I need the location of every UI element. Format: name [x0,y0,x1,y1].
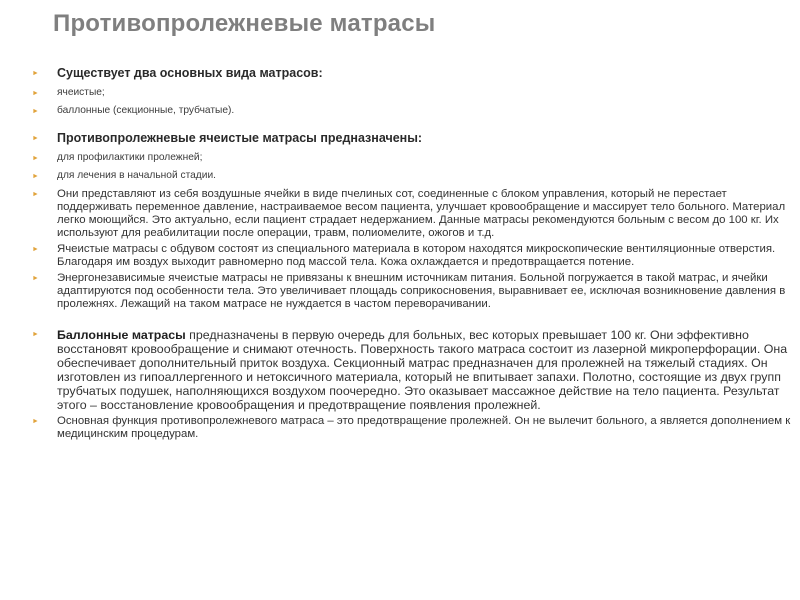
bullet-text: баллонные (секционные, трубчатые). [57,105,235,116]
bullet-text: Ячеистые матрасы с обдувом состоят из специального материала в котором находятся микроскопические вентиляционные отверстия. Благодаря им воздух выходит равномерно под массой тела. Кожа охлаждается и предотвращается потение. [57,243,776,268]
bullet-item [32,152,792,164]
bullet-text: для профилактики пролежней; [57,152,203,163]
bullet-item [32,131,792,146]
bullet-list [32,66,792,444]
bullet-icon: ► [32,155,39,162]
bullet-item [32,87,792,99]
bullet-item [32,415,792,441]
bullet-icon: ► [32,90,39,97]
bullet-icon: ► [32,191,39,198]
bullet-text: Они представляют из себя воздушные ячейки в виде пчелиных сот, соединенные с блоком управления, который не перестает поддерживать переменное давление, настраиваемое весом пациента, улучшает кровообращение и массирует тело больного. Материал легко моющийся. Это актуально, если пациент страдает недержанием. Данные матрасы рекомендуются больным с весом до 100 кг. Их используют для реабилитации после операции, травм, полиомелите, ожогов и т.д. [57,188,786,239]
bullet-item [32,66,792,81]
bullet-item [32,188,792,240]
bullet-icon: ► [32,108,39,115]
bullet-icon: ► [32,275,39,282]
bullet-text: Противопролежневые ячеистые матрасы предназначены: [57,131,423,145]
bullet-item [32,328,792,412]
bullet-text: Существует два основных вида матрасов: [57,66,323,80]
bullet-item [32,170,792,182]
bullet-icon: ► [32,418,39,425]
bullet-icon: ► [32,173,39,180]
bullet-icon: ► [32,246,39,253]
bullet-text: ячеистые; [57,87,105,98]
bullet-icon: ► [32,70,39,77]
bullet-icon: ► [32,331,39,338]
bullet-item [32,105,792,117]
bullet-text: Основная функция противопролежневого матраса – это предотвращение пролежней. Он не вылечит больного, а является дополнением к медицинским процедурам. [57,415,791,440]
bullet-text: для лечения в начальной стадии. [57,170,216,181]
bullet-text: Энергонезависимые ячеистые матрасы не привязаны к внешним источникам питания. Больной погружается в такой матрас, и ячейки адаптируются под особенности тела. Это увеличивает площадь соприкосновения, выравнивает ее, исключая возникновение давления в пролежнях. Лежащий на таком матрасе не нуждается в частом переворачивании. [57,272,786,310]
bullet-item [32,272,792,311]
bullet-item [32,243,792,269]
slide-title: Противопролежневые матрасы [53,10,436,37]
bullet-icon: ► [32,135,39,142]
bullet-text: предназначены в первую очередь для больных, вес которых превышает 100 кг. Они эффективно восстановят кровообращение и снимают отечность. Поверхность такого матраса состоит из лазерной микроперфорации. Она обеспечивает дополнительный приток воздуха. Секционный матрас предназначен для пролежней на тяжелый стадиях. Он изготовлен из гипоаллергенного и нетоксичного материала, который не впитывает запахи. Полотно, состоящие из двух групп трубчатых подушек, наполняющихся воздухом поочередно. Это оказывает массажное действие на тело пациента. Результат этого – восстановление кровообращения и предотвращение появления пролежней. [57,328,788,412]
bullet-lead: Баллонные матрасы [57,328,186,342]
